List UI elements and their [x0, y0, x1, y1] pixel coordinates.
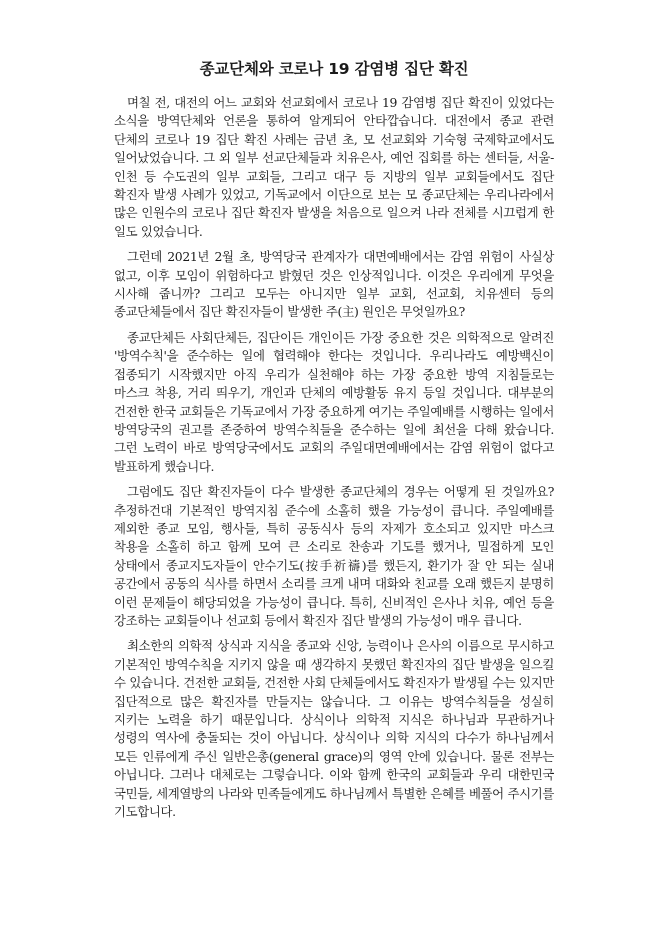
paragraph-5: 최소한의 의학적 상식과 지식을 종교와 신앙, 능력이나 은사의 이름으로 무시하고 기본적인 방역수칙을 지키지 않을 때 생각하지 못했던 확진자의 집단 발생을 일으킬 수 있습니다. 건전한 교회들, 건전한 사회 단체들에서도 확진자가 발생될 수는 있지만 집단적으로 많은 확진자를 만들지는 않습니다. 그 이유는 방역수칙들을 성실히 지키는 노력을 하기 때문입니다. 상식이나 의학적 지식은 하나님과 무관하거나 성령의 역사에 충돌되는 것이 아닙니다. 상식이나 의학 지식의 다수가 하나님께서 모든 인류에게 주신 일반은총(general grace)의 영역 안에 있습니다. 물론 전부는 아닙니다. 그러나 대체로는 그렇습니다. 이와 함께 한국의 교회들과 우리 대한민국 국민들, 세계열방의 나라와 민족들에게도 하나님께서 특별한 은혜를 베풀어 주시기를 기도합니다. — [114, 638, 554, 820]
document-page — [114, 58, 554, 828]
document-title: 종교단체와 코로나 19 감염병 집단 확진 — [199, 60, 469, 78]
paragraph-1: 며칠 전, 대전의 어느 교회와 선교회에서 코로나 19 감염병 집단 확진이 있었다는 소식을 방역단체와 언론을 통하여 알게되어 안타깝습니다. 대전에서 종교 관련 단체의 코로나 19 집단 확진 사례는 금년 초, 모 선교회와 기숙형 국제학교에서도 일어났었습니다. 그 외 일부 선교단체들과 치유은사, 예언 집회를 하는 센터들, 서울-인천 등 수도권의 일부 교회들, 그리고 대구 등 지방의 일부 교회들에서도 집단 확진자 발생 사례가 있었고, 기독교에서 이단으로 보는 모 종교단체는 우리나라에서 많은 인원수의 코로나 집단 확진자 발생을 처음으로 일으켜 나라 전체를 시끄럽게 한 일도 있었습니다. — [114, 95, 554, 239]
paragraph-4: 그럼에도 집단 확진자들이 다수 발생한 종교단체의 경우는 어떻게 된 것일까요? 추정하건대 기본적인 방역지침 준수에 소홀히 했을 가능성이 큽니다. 주일예배를 제외한 종교 모임, 행사들, 특히 공동식사 등의 자제가 호소되고 있지만 마스크 착용을 소홀히 하고 함께 모여 큰 소리로 찬송과 기도를 했거나, 밀접하게 모인 상태에서 종교지도자들이 안수기도(按手祈禱)를 했든지, 환기가 잘 안 되는 실내 공간에서 공동의 식사를 하면서 소리를 크게 내며 대화와 친교를 오래 했든지 분명히 이런 문제들이 해당되었을 가능성이 큽니다. 특히, 신비적인 은사나 치유, 예언 등을 강조하는 교회들이나 선교회 등에서 확진자 집단 발생의 가능성이 매우 큽니다. — [114, 484, 554, 628]
paragraph-2: 그런데 2021년 2월 초, 방역당국 관계자가 대면예배에서는 감염 위험이 사실상 없고, 이후 모임이 위험하다고 밝혔던 것은 인상적입니다. 이것은 우리에게 무엇을 시사해 줍니까? 그리고 모두는 아니지만 일부 교회, 선교회, 치유센터 등의 종교단체들에서 집단 확진자들이 발생한 주(主) 원인은 무엇일까요? — [114, 249, 554, 320]
paragraph-3: 종교단체든 사회단체든, 집단이든 개인이든 가장 중요한 것은 의학적으로 알려진 '방역수칙'을 준수하는 일에 협력해야 한다는 것입니다. 우리나라도 예방백신이 접종되기 시작했지만 아직 우리가 실천해야 하는 가장 중요한 방역 지침들로는 마스크 착용, 거리 띄우기, 개인과 단체의 예방활동 유지 등일 것입니다. 대부분의 건전한 한국 교회들은 기독교에서 가장 중요하게 여기는 주일예배를 시행하는 일에서 방역당국의 권고를 존중하여 방역수칙들을 준수하는 일에 최선을 다해 왔습니다. 그런 노력이 바로 방역당국에서도 교회의 주일대면예배에서는 감염 위험이 없다고 발표하게 했습니다. — [114, 329, 554, 474]
